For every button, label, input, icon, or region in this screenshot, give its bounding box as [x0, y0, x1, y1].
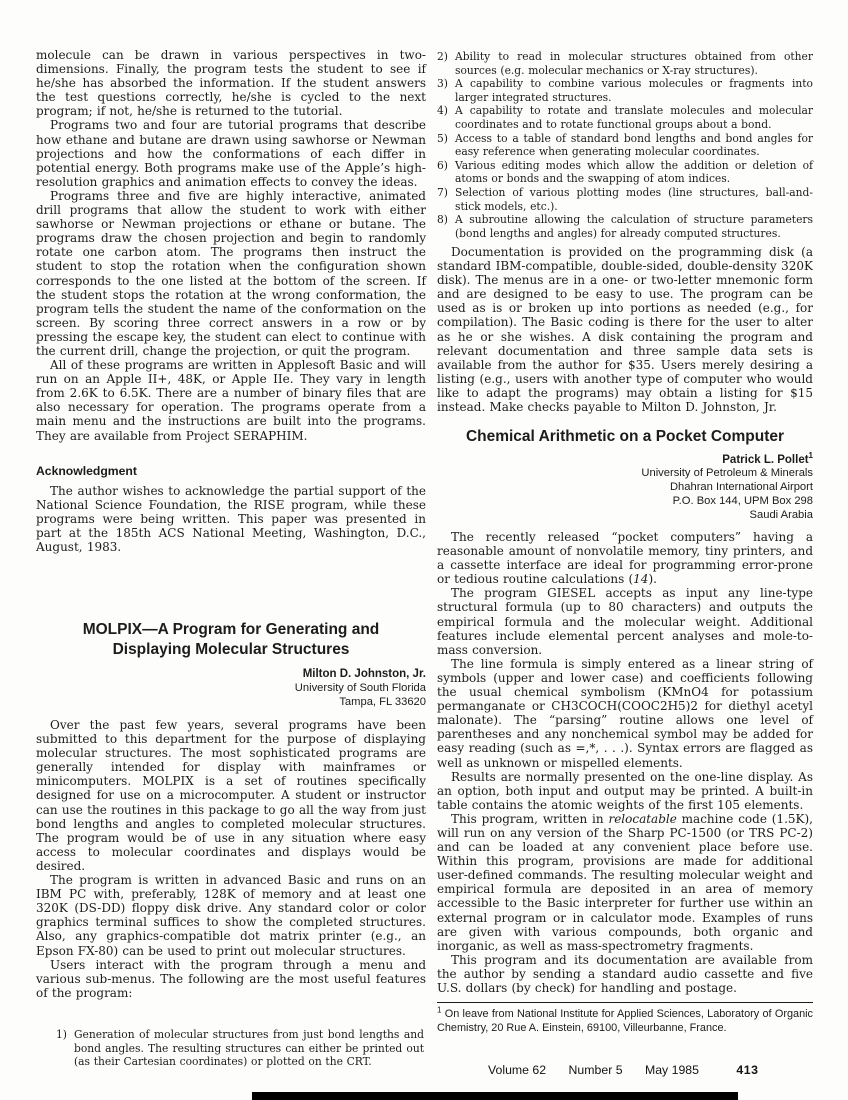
acknowledgment-heading: Acknowledgment — [36, 464, 137, 478]
list-item-number: 6) — [437, 158, 448, 172]
feature-list-part1 — [56, 1028, 424, 1069]
list-item-text: A capability to rotate and translate molecules and molecular coordinates and to rotate functional groups about a bond. — [455, 104, 813, 131]
list-item — [437, 50, 813, 77]
list-item — [437, 77, 813, 104]
list-item-text: Ability to read in molecular structures obtained from other sources (e.g. molecular mechanics or X-ray structures). — [455, 50, 813, 77]
footnote-marker: 1 — [808, 450, 813, 460]
chemical-title: Chemical Arithmetic on a Pocket Computer — [465, 428, 785, 445]
author-affiliation: P.O. Box 144, UPM Box 298 — [672, 494, 813, 507]
feature-list-part2 — [437, 50, 813, 240]
molpix-title-line1: MOLPIX—A Program for Generating and — [82, 621, 380, 638]
list-item-number: 3) — [437, 77, 448, 91]
footer-page-number: 413 — [736, 1063, 759, 1077]
author-affiliation: University of South Florida — [294, 681, 426, 694]
paragraph: The line formula is simply entered as a linear string of symbols (upper and lower case) and coefficients following the usual chemical symbolism (KMnO4 for potassium permanganate or CH3COCH(COOC2H5)2 for diethyl acetyl malonate). The “parsing” routine allows one level of parentheses and any nonchemical symbol may be added for easy reading (such as =,*, . . .). Syntax errors are flagged as well as unknown or mispelled elements. — [437, 656, 813, 770]
paragraph: Over the past few years, several programs have been submitted to this department for the purpose of displaying molecular structures. The most sophisticated programs are generally intended for display with mainframes or minicomputers. MOLPIX is a set of routines specifically designed for use on a microcomputer. A student or instructor can use the routines in this package to go all the way from just bond lengths and angles to completed molecular structures. The program would be of use in any situation where easy access to molecular coordinates and displays would be desired. — [36, 718, 426, 873]
list-item-number: 5) — [437, 131, 448, 145]
footer-number: Number 5 — [568, 1063, 623, 1077]
footnote-marker: 1 — [437, 1005, 442, 1015]
paragraph: Results are normally presented on the one-line display. As an option, both input and output may be printed. A built-in table contains the atomic weights of the first 105 elements. — [437, 769, 813, 812]
chemical-author-block — [437, 450, 813, 523]
molpix-author-block — [36, 668, 426, 709]
list-item-number: 7) — [437, 185, 448, 199]
author-affiliation: University of Petroleum & Minerals — [641, 467, 813, 480]
author-name: Patrick L. Pollet$^1$ — [722, 450, 813, 466]
list-item-text: Selection of various plotting modes (line structures, ball-and-stick models, etc.). — [455, 185, 813, 213]
molpix-title — [36, 620, 426, 659]
list-item — [437, 132, 813, 159]
chemical-article-body — [437, 530, 813, 995]
list-item-text: A subroutine allowing the calculation of structure parameters (bond lengths and angles) for already computed structures. — [455, 213, 813, 240]
chemical-article-header — [437, 427, 813, 522]
paragraph: The recently released “pocket computers” having a reasonable amount of nonvolatile memory, tiny printers, and a cassette interface are ideal for programming error-prone or tedious routine calculations (14). — [437, 530, 813, 587]
list-item-number: 4) — [437, 104, 448, 118]
scan-artifact-bar — [252, 1092, 738, 1100]
paragraph: The program is written in advanced Basic and runs on an IBM PC with, preferably, 128K of memory and at least one 320K (DS-DD) floppy disk drive. Any standard color or color graphics terminal suffices to show the completed structures. Also, any graphics-compatible dot matrix printer (e.g., an Epson FX-80) can be used to print out molecular structures. — [36, 873, 426, 958]
paragraph: Users interact with the program through a menu and various sub-menus. The following are the most useful features of the program: — [36, 957, 426, 1000]
author-affiliation: Saudi Arabia — [749, 508, 813, 521]
list-item — [437, 104, 813, 131]
acknowledgment-paragraph: The author wishes to acknowledge the partial support of the National Science Foundation, the RISE program, while these programs were being written. This paper was presented in part at the 185th ACS National Meeting, Washington, D.C., August, 1983. — [36, 484, 426, 555]
list-item — [56, 1028, 424, 1069]
footer-volume: Volume 62 — [488, 1063, 547, 1077]
list-item-text: A capability to combine various molecules or fragments into larger integrated structures. — [455, 77, 813, 104]
footnote — [437, 1002, 813, 1035]
documentation-section — [437, 245, 813, 414]
list-item — [437, 213, 813, 240]
footer-date: May 1985 — [644, 1063, 699, 1077]
molpix-article-body — [36, 718, 426, 1000]
footnote-text: On leave from National Institute for Applied Sciences, Laboratory of Organic Chemistry, 20 Rue A. Einstein, 69100, Villeurbanne, France. — [437, 1008, 813, 1034]
list-item-text: Generation of molecular structures from just bond lengths and bond angles. The resulting structures can either be printed out (as their Cartesian coordinates) or plotted on the CRT. — [74, 1028, 424, 1069]
list-item-number: 2) — [437, 50, 448, 63]
paragraph: Programs two and four are tutorial programs that describe how ethane and butane are drawn using sawhorse or Newman projections and how the conformations of each differ in potential energy. Both programs make use of the Apple’s high-resolution graphics and animation effects to convey the ideas. — [36, 118, 426, 189]
page-footer — [488, 1063, 758, 1077]
molpix-article-header — [36, 620, 426, 709]
list-item-text: Access to a table of standard bond lengths and bond angles for easy reference when generating molecular coordinates. — [455, 131, 813, 159]
paragraph: All of these programs are written in Applesoft Basic and will run on an Apple II+, 48K, or Apple IIe. They vary in length from 2.6K to 6.5K. There are a number of binary files that are also necessary for operation. The programs operate from a main menu and the instructions are built into the programs. They are available from Project SERAPHIM. — [36, 358, 426, 443]
paragraph: Documentation is provided on the programming disk (a standard IBM-compatible, double-sided, double-density 320K disk). The menus are in a one- or two-letter mnemonic form and are designed to be easy to use. The program can be used as is or broken up into portions as needed (e.g., for compilation). The Basic coding is there for the user to alter as he or she wishes. A disk containing the program and relevant documentation and three sample data sets is available from the author for $35. Users merely desiring a listing (e.g., users with another type of computer who would like to adapt the programs) may obtain a listing for $15 instead. Make checks payable to Milton D. Johnston, Jr. — [437, 245, 813, 415]
paragraph: The program GIESEL accepts as input any line-type structural formula (up to 80 characters) and outputs the empirical formula and the molecular weight. Additional features include elemental percent analyses and mole-to-mass conversion. — [437, 586, 813, 657]
author-name: Milton D. Johnston, Jr. — [302, 668, 426, 680]
left-column-continuation — [36, 48, 426, 443]
paragraph: Programs three and five are highly interactive, animated drill programs that allow the student to work with either sawhorse or Newman projections or ethane or butane. The programs draw the chosen projection and begin to randomly rotate one carbon atom. The programs then instruct the student to stop the rotation when the configuration shown corresponds to the one listed at the bottom of the screen. If the student stops the rotation at the wrong conformation, the program tells the student the name of the conformation on the screen. By scoring three correct answers in a row or by pressing the escape key, the student can elect to continue with the current drill, change the projection, or quit the program. — [36, 188, 426, 358]
list-item-text: Various editing modes which allow the addition or deletion of atoms or bonds and the swapping of atom indices. — [455, 158, 813, 186]
acknowledgment-section — [36, 464, 426, 554]
author-affiliation: Tampa, FL 33620 — [339, 695, 426, 708]
list-item-number: 1) — [56, 1028, 67, 1041]
paragraph: This program and its documentation are available from the author by sending a standard audio cassette and five U.S. dollars (by check) for handling and postage. — [437, 952, 813, 995]
molpix-title-line2: Displaying Molecular Structures — [112, 640, 350, 658]
paragraph: molecule can be drawn in various perspectives in two-dimensions. Finally, the program tests the student to see if he/she has absorbed the information. If the student answers the test questions correctly, he/she is cycled to the next program; if not, he/she is returned to the tutorial. — [36, 48, 426, 119]
author-affiliation: Dhahran International Airport — [669, 481, 813, 494]
list-item-number: 8) — [437, 213, 448, 227]
paragraph: This program, written in relocatable machine code (1.5K), will run on any version of the Sharp PC-1500 (or TRS PC-2) and can be loaded at any convenient place before use. Within this program, provisions are made for additional user-defined commands. The resulting molecular weight and empirical formula are deposited in an area of memory accessible to the Basic interpreter for further use within an external program or in calculator mode. Examples of runs are given with various compounds, both organic and inorganic, as well as mass-spectrometry fragments. — [437, 811, 813, 953]
list-item — [437, 159, 813, 186]
list-item — [437, 186, 813, 213]
